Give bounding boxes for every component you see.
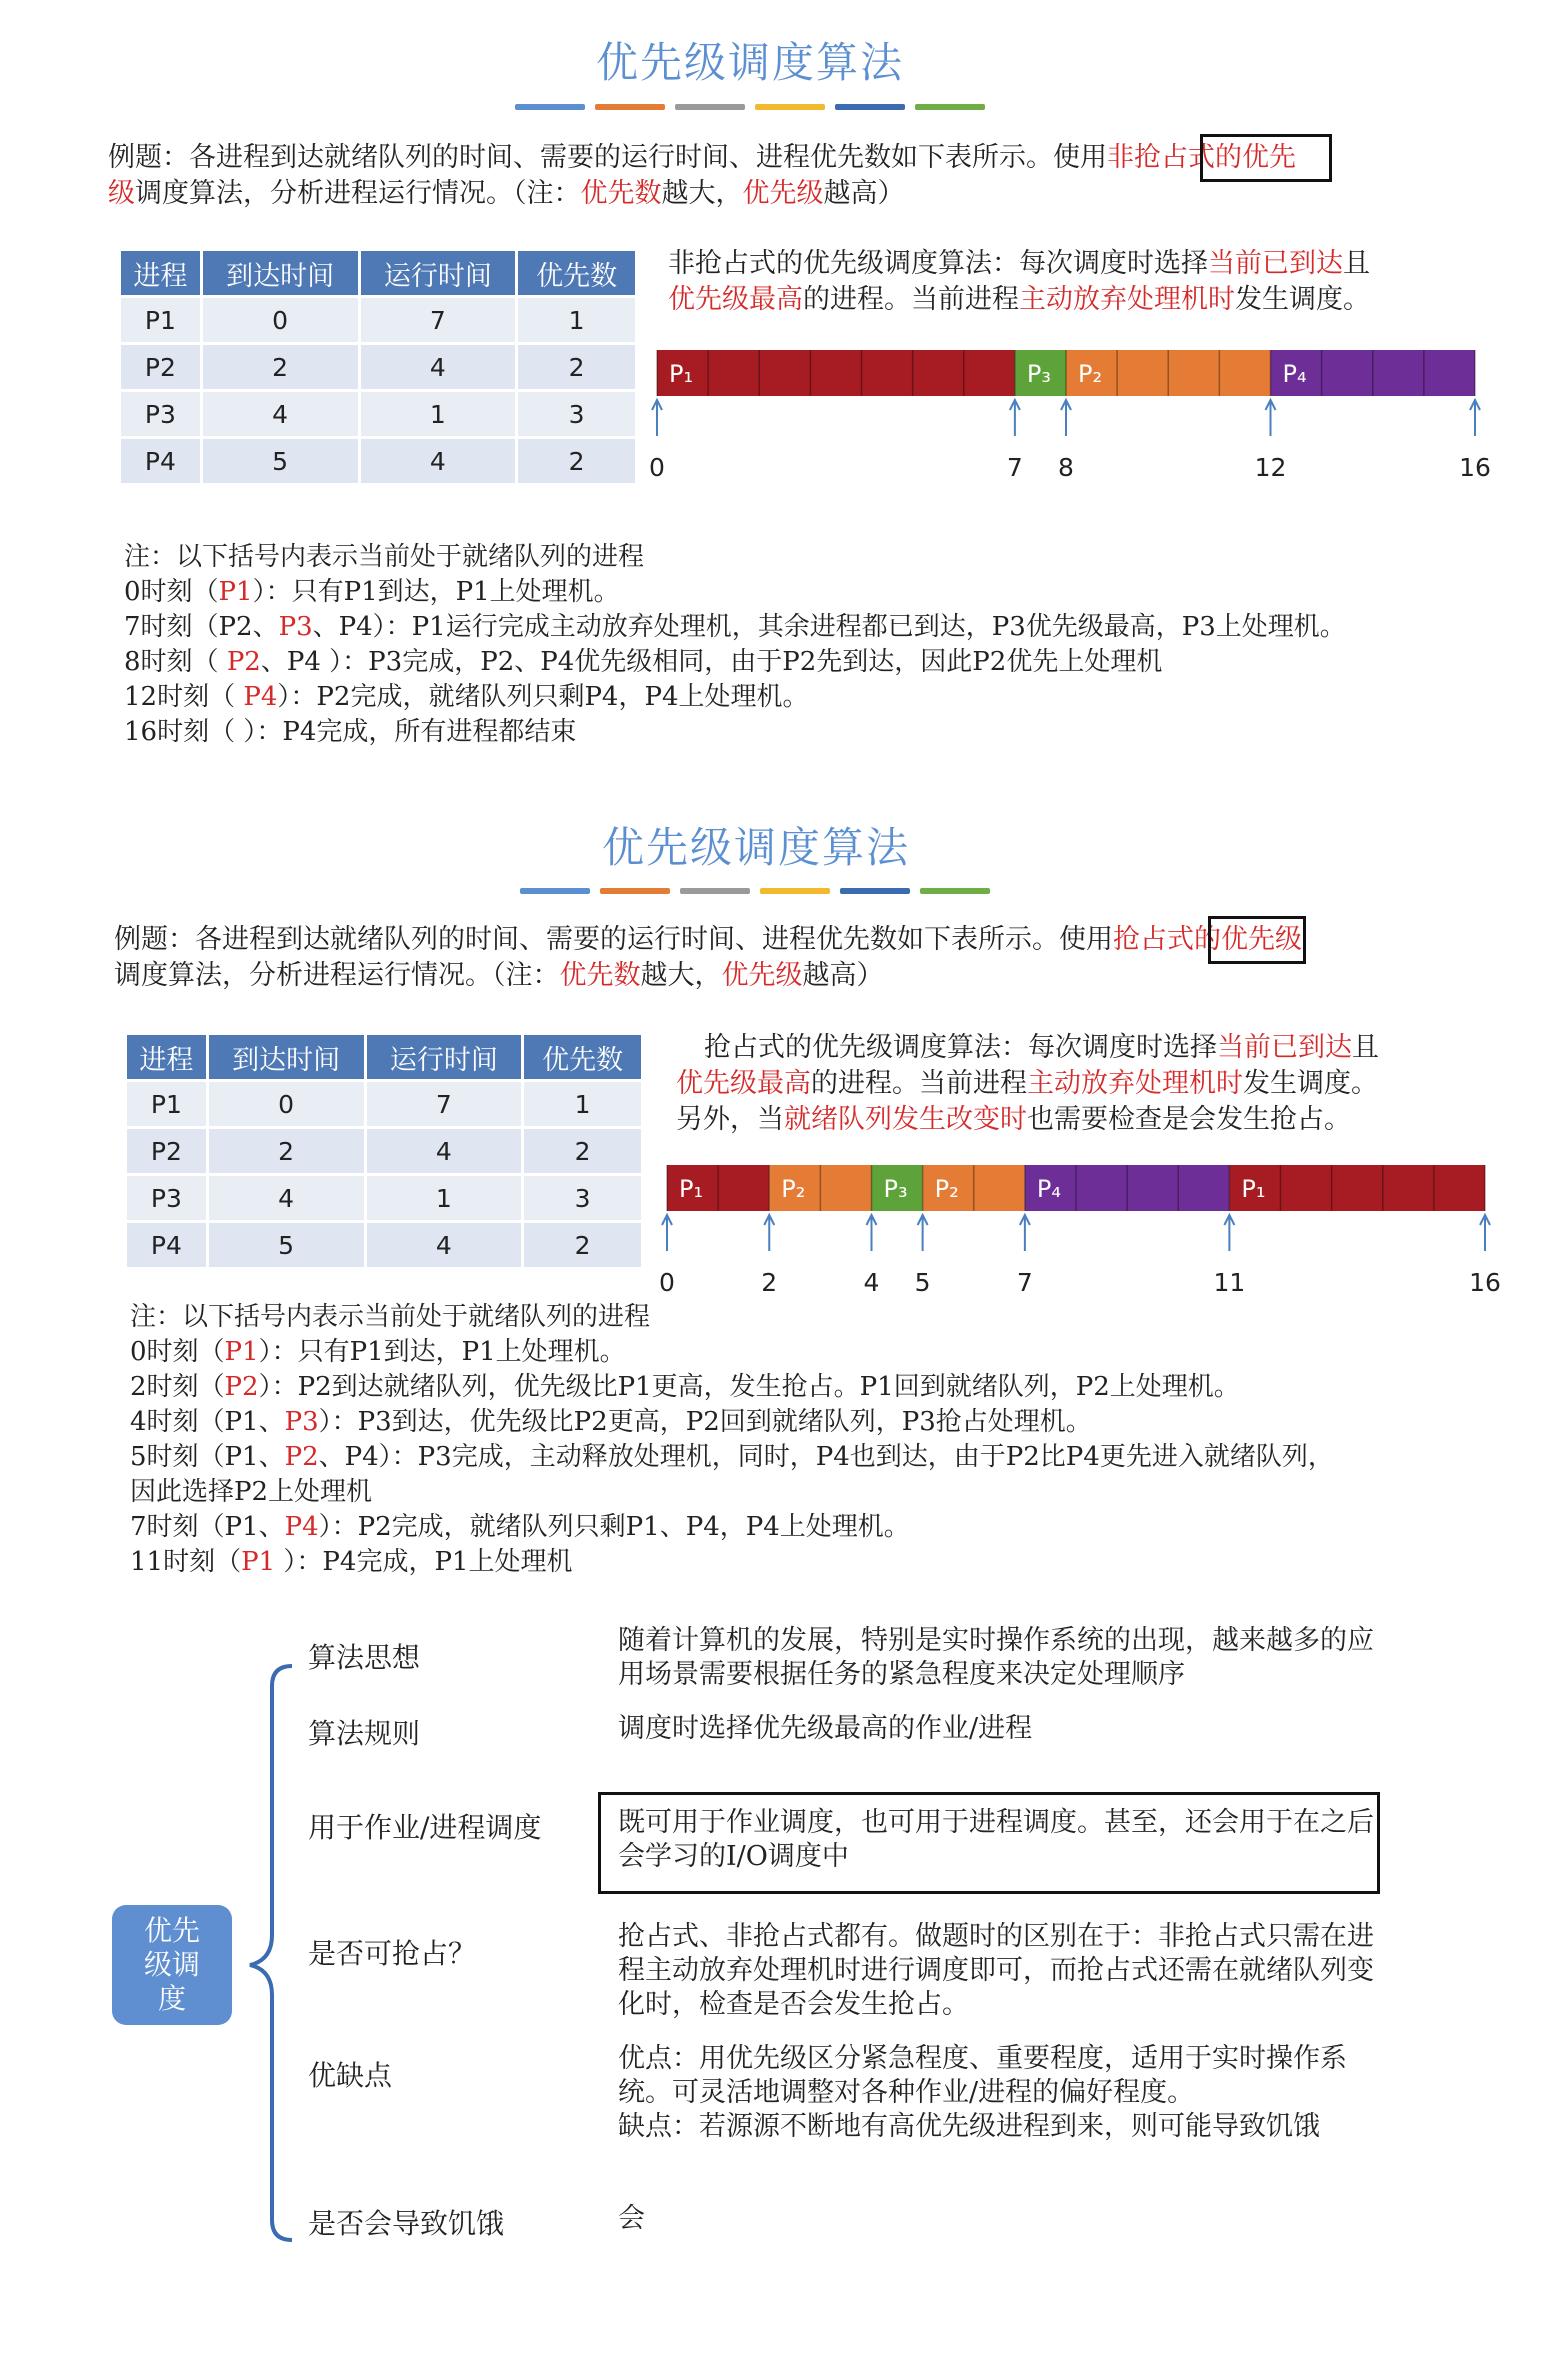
gantt-tick-label: 8 (1058, 453, 1074, 482)
section2-intro-highlight-box (1208, 916, 1306, 964)
gantt-tick-label: 11 (1213, 1268, 1246, 1297)
table-header-row (121, 251, 635, 295)
gantt-segment-label: P₁ (1241, 1175, 1266, 1203)
title-rule-segment (755, 104, 825, 110)
title-rule-segment (760, 888, 830, 894)
table-header: 优先数 (518, 251, 635, 295)
title-rule-segment (835, 104, 905, 110)
section1-description: 非抢占式的优先级调度算法：每次调度时选择当前已到达且 优先级最高的进程。当前进程主动放弃处理机时发生调度。 (668, 248, 1370, 315)
mindmap-node-label: 算法规则 (308, 1717, 421, 1750)
section1-process-table (118, 248, 638, 486)
gantt-tick-label: 0 (649, 453, 665, 482)
gantt-tick-arrow (1010, 400, 1020, 436)
mindmap-node-label: 优缺点 (308, 2059, 393, 2092)
gantt-tick-arrow (1470, 400, 1480, 436)
gantt-tick-label: 16 (1469, 1268, 1501, 1297)
note-line: 因此选择P2上处理机 (130, 1477, 373, 1507)
title-rule-segment (915, 104, 985, 110)
gantt-segment-label: P₃ (883, 1175, 908, 1203)
section1-title: 优先级调度算法 (595, 38, 904, 87)
section2-gantt-chart (650, 1155, 1530, 1305)
gantt-tick-arrow (662, 1215, 672, 1251)
note-line: 8时刻（ P2、P4 ）：P3完成，P2、P4优先级相同，由于P2先到达，因此P2优先上处理机 (124, 647, 1163, 677)
mindmap-node-description: 优点：用优先级区分紧急程度、重要程度，适用于实时操作系统。可灵活地调整对各种作业/进程的偏好程度。 缺点：若源源不断地有高优先级进程到来，则可能导致饥饿 (618, 2043, 1347, 2142)
table-row: P2 2 4 2 (127, 1129, 641, 1173)
gantt-tick-arrow (918, 1215, 928, 1251)
mindmap-node-description: 会 (618, 2203, 645, 2234)
table-row: P1 0 7 1 (121, 298, 635, 342)
mindmap-bracket (232, 1650, 312, 2260)
gantt-tick-label: 12 (1254, 453, 1287, 482)
title-rule-segment (515, 104, 585, 110)
gantt-tick-label: 7 (1016, 1268, 1033, 1297)
section1-intro-highlight-box (1200, 134, 1332, 182)
title-rule-segment (680, 888, 750, 894)
table-row: P2 2 4 2 (121, 345, 635, 389)
section2-process-table (124, 1032, 644, 1270)
note-line: 12时刻（ P4）：P2完成，就绪队列只剩P4，P4上处理机。 (124, 682, 809, 712)
section2-intro: 例题：各进程到达就绪队列的时间、需要的运行时间、进程优先数如下表所示。使用抢占式的优先级 调度算法，分析进程运行情况。（注：优先数越大，优先级越高） (114, 924, 1302, 991)
note-line: 4时刻（P1、P3）：P3到达，优先级比P2更高，P2回到就绪队列，P3抢占处理机。 (130, 1407, 1092, 1437)
title-rule-segment (595, 104, 665, 110)
gantt-tick-arrow (1020, 1215, 1030, 1251)
section1-intro: 例题：各进程到达就绪队列的时间、需要的运行时间、进程优先数如下表所示。使用非抢占式的优先 级调度算法，分析进程运行情况。（注：优先数越大，优先级越高） (108, 142, 1296, 209)
note-line: 11时刻（P1 ）：P4完成，P1上处理机 (130, 1547, 573, 1577)
note-line: 注：以下括号内表示当前处于就绪队列的进程 (130, 1302, 651, 1332)
note-line: 0时刻（P1）：只有P1到达，P1上处理机。 (124, 577, 620, 607)
mindmap-node-label: 算法思想 (308, 1641, 421, 1674)
gantt-segment-label: P₄ (1282, 360, 1307, 388)
table-header: 运行时间 (361, 251, 516, 295)
gantt-segment-label: P₂ (1078, 360, 1103, 388)
table-row: P4 5 4 2 (127, 1223, 641, 1267)
gantt-tick-arrow (652, 400, 662, 436)
gantt-segment-label: P₄ (1036, 1175, 1061, 1203)
table-header: 运行时间 (367, 1035, 522, 1079)
gantt-segment-p1 (657, 350, 1015, 396)
table-row: P3 4 1 3 (121, 392, 635, 436)
gantt-segment-label: P₂ (781, 1175, 806, 1203)
table-header: 到达时间 (209, 1035, 364, 1079)
note-line: 5时刻（P1、P2、P4）：P3完成，主动释放处理机，同时，P4也到达，由于P2比P4更先进入就绪队列， (130, 1442, 1334, 1472)
mindmap-node-label: 是否会导致饥饿 (308, 2207, 505, 2240)
title-rule-segment (600, 888, 670, 894)
table-header: 进程 (127, 1035, 206, 1079)
gantt-tick-arrow (1266, 400, 1276, 436)
title-rule-segment (520, 888, 590, 894)
table-row: P1 0 7 1 (127, 1082, 641, 1126)
mindmap-node-description: 随着计算机的发展，特别是实时操作系统的出现，越来越多的应用场景需要根据任务的紧急程度来决定处理顺序 (618, 1625, 1374, 1690)
gantt-tick-arrow (1480, 1215, 1490, 1251)
gantt-segment-label: P₃ (1026, 360, 1051, 388)
mindmap-root: 优先 级调 度 (112, 1905, 232, 2025)
gantt-tick-label: 5 (914, 1268, 931, 1297)
gantt-tick-arrow (867, 1215, 877, 1251)
section2-notes (130, 1300, 1334, 1580)
mindmap-node-label: 用于作业/进程调度 (308, 1811, 542, 1844)
mindmap-node-description: 既可用于作业调度，也可用于进程调度。甚至，还会用于在之后会学习的I/O调度中 (618, 1807, 1374, 1872)
title-rule-segment (840, 888, 910, 894)
gantt-segment-label: P₂ (934, 1175, 959, 1203)
gantt-segment-label: P₁ (669, 360, 694, 388)
table-header-row (127, 1035, 641, 1079)
note-line: 7时刻（P1、P4）：P2完成，就绪队列只剩P1、P4，P4上处理机。 (130, 1512, 910, 1542)
note-line: 0时刻（P1）：只有P1到达，P1上处理机。 (130, 1337, 626, 1367)
note-line: 7时刻（P2、P3、P4）：P1运行完成主动放弃处理机，其余进程都已到达，P3优先级最高，P3上处理机。 (124, 612, 1346, 642)
table-header: 到达时间 (203, 251, 358, 295)
gantt-segment-label: P₁ (679, 1175, 704, 1203)
gantt-tick-label: 7 (1006, 453, 1023, 482)
gantt-tick-arrow (764, 1215, 774, 1251)
section2-description: 抢占式的优先级调度算法：每次调度时选择当前已到达且 优先级最高的进程。当前进程主动放弃处理机时发生调度。 另外，当就绪队列发生改变时也需要检查是会发生抢占。 (676, 1032, 1379, 1135)
section2-intro-boxed: 抢占式 (1113, 924, 1194, 955)
mindmap-node-label: 是否可抢占？ (308, 1937, 477, 1970)
section1-gantt-chart (640, 340, 1520, 490)
title-rule-segment (920, 888, 990, 894)
gantt-tick-label: 4 (863, 1268, 880, 1297)
gantt-tick-arrow (1061, 400, 1071, 436)
gantt-segment-p1 (1229, 1165, 1485, 1211)
mindmap-node-description: 抢占式、非抢占式都有。做题时的区别在于：非抢占式只需在进程主动放弃处理机时进行调度即可，而抢占式还需在就绪队列变化时，检查是否会发生抢占。 (618, 1921, 1374, 2020)
section1-intro-boxed: 非抢占式 (1107, 142, 1215, 173)
gantt-tick-arrow (1224, 1215, 1234, 1251)
section2-title: 优先级调度算法 (601, 823, 910, 872)
mindmap-node-description: 调度时选择优先级最高的作业/进程 (618, 1713, 1033, 1744)
table-row: P4 5 4 2 (121, 439, 635, 483)
table-header: 进程 (121, 251, 200, 295)
title-rule-segment (675, 104, 745, 110)
mindmap-highlight-box (598, 1792, 1380, 1894)
table-row: P3 4 1 3 (127, 1176, 641, 1220)
gantt-tick-label: 16 (1459, 453, 1491, 482)
section1-notes (124, 540, 1346, 750)
gantt-tick-label: 0 (659, 1268, 675, 1297)
note-line: 16时刻（ ）：P4完成，所有进程都结束 (124, 717, 577, 747)
note-line: 注：以下括号内表示当前处于就绪队列的进程 (124, 542, 645, 572)
gantt-tick-label: 2 (761, 1268, 778, 1297)
note-line: 2时刻（P2）：P2到达就绪队列，优先级比P1更高，发生抢占。P1回到就绪队列，P2上处理机。 (130, 1372, 1240, 1402)
table-header: 优先数 (524, 1035, 641, 1079)
